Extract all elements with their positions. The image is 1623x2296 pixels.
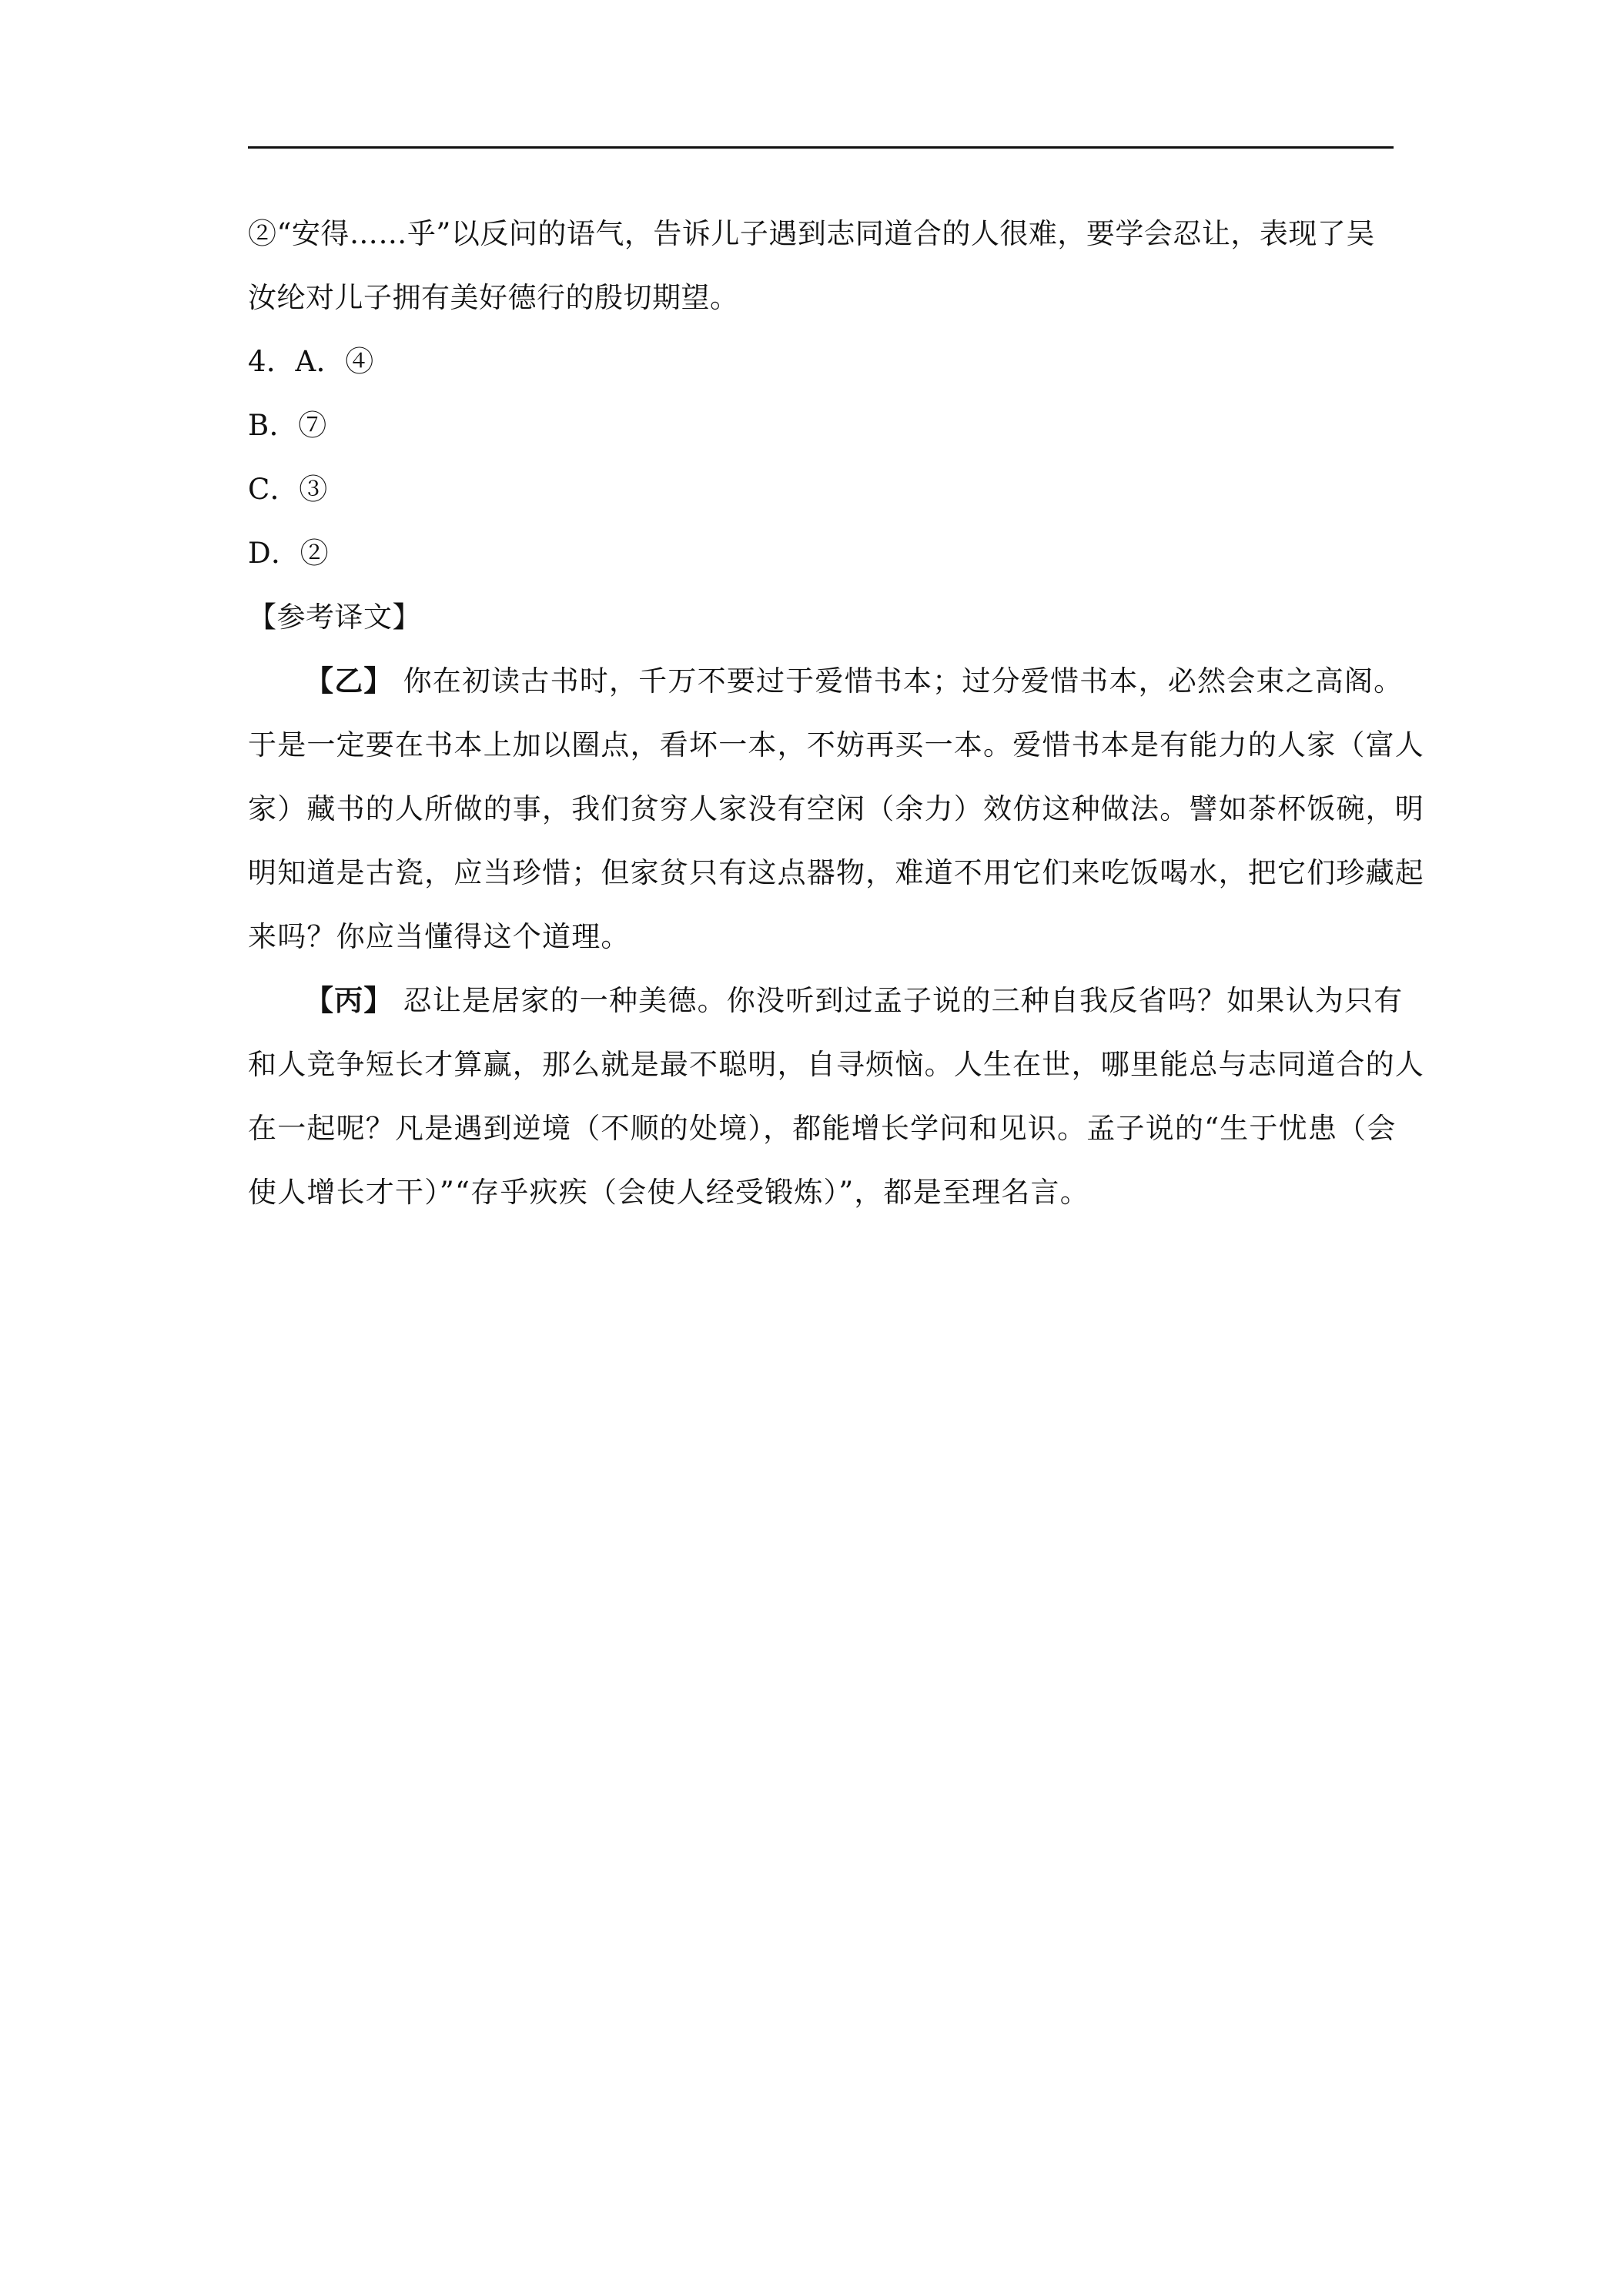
- section-label-yi: 【乙】: [305, 664, 393, 698]
- section-label-bing: 【丙】: [305, 983, 393, 1017]
- text-line: 和人竞争短长才算赢，那么就是最不聪明，自寻烦恼。人生在世，哪里能总与志同道合的人: [248, 1048, 1424, 1081]
- text-line: [248, 969, 1404, 1033]
- text-line: 来吗？你应当懂得这个道理。: [248, 920, 631, 953]
- text-line: 汝纶对儿子拥有美好德行的殷切期望。: [248, 281, 739, 314]
- answer-3-part-2: [248, 202, 1394, 330]
- text-line: 在一起呢？凡是遇到逆境（不顺的处境），都能增长学问和见识。孟子说的“生于忧患（会: [248, 1112, 1397, 1145]
- translation-yi-paragraph: [248, 649, 1424, 969]
- text-line: 明知道是古瓷，应当珍惜；但家贫只有这点器物，难道不用它们来吃饭喝水，把它们珍藏起: [248, 856, 1424, 889]
- answer-option-d: D．②: [248, 537, 330, 570]
- translation-heading: 【参考译文】: [248, 601, 421, 634]
- answer-option-c: C．③: [248, 473, 328, 506]
- answer-option-b: B．⑦: [248, 409, 327, 442]
- answer-4-options: [248, 330, 1394, 585]
- text-line: 使人增长才干）”“存乎疢疾（会使人经受锻炼）”，都是至理名言。: [248, 1176, 1089, 1209]
- text-line-content: 你在初读古书时，千万不要过于爱惜书本；过分爱惜书本，必然会束之高阁。: [403, 664, 1404, 698]
- text-line: [248, 649, 1404, 713]
- document-content: [248, 202, 1424, 1224]
- translation-bing-paragraph: [248, 969, 1424, 1224]
- text-line: ②“安得……乎”以反问的语气，告诉儿子遇到志同道合的人很难，要学会忍让，表现了吴: [248, 217, 1375, 250]
- header-rule: [248, 146, 1394, 149]
- text-line: 于是一定要在书本上加以圈点，看坏一本，不妨再买一本。爱惜书本是有能力的人家（富人: [248, 728, 1424, 761]
- text-line-content: 忍让是居家的一种美德。你没听到过孟子说的三种自我反省吗？如果认为只有: [403, 984, 1404, 1017]
- text-line: 家）藏书的人所做的事，我们贫穷人家没有空闲（余力）效仿这种做法。譬如茶杯饭碗，明: [248, 792, 1424, 825]
- answer-option-a: 4．A．④: [248, 345, 374, 378]
